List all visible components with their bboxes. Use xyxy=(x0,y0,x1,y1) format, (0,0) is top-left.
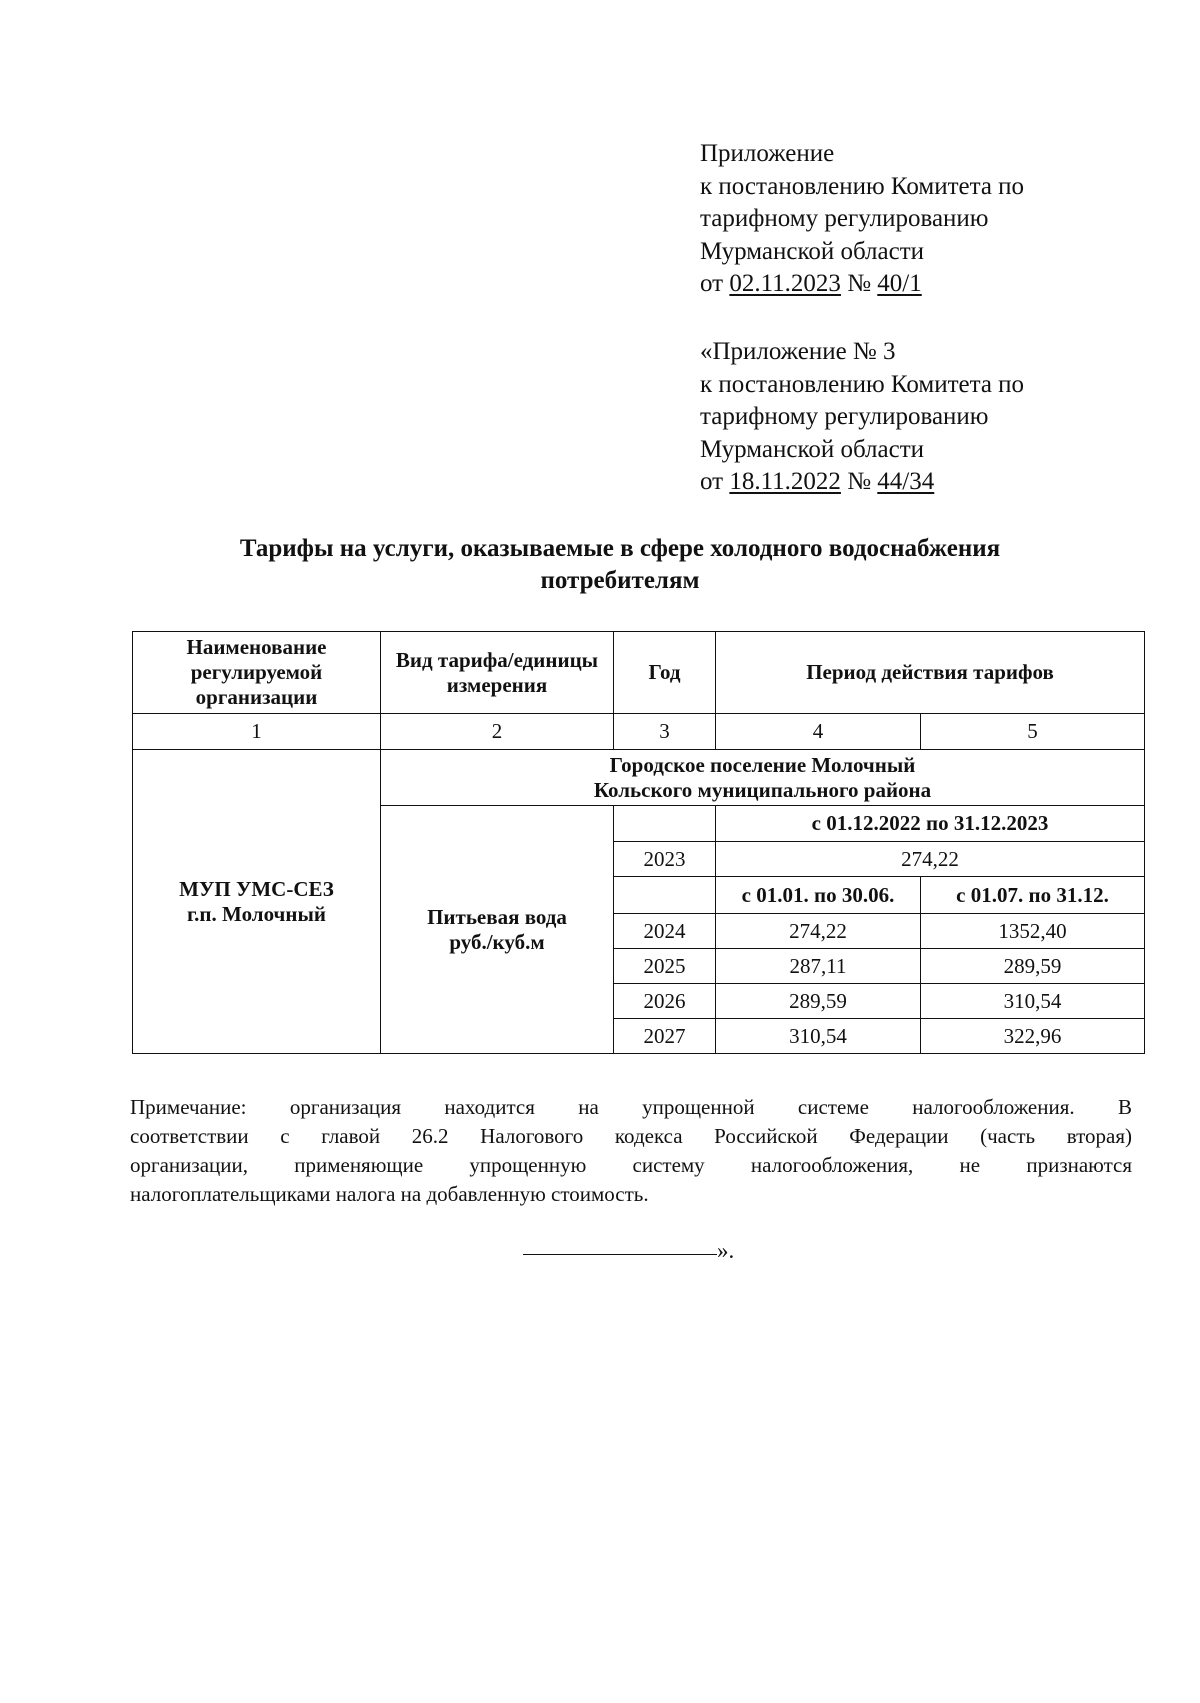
tariff-value-h2: 1352,40 xyxy=(921,914,1145,949)
header-year: Год xyxy=(614,632,716,714)
table-header-row xyxy=(133,632,1145,714)
resolution-date: 02.11.2023 xyxy=(729,270,841,297)
appendix-date-line xyxy=(700,268,1024,301)
tariff-type-cell xyxy=(381,806,614,1054)
column-number: 4 xyxy=(716,714,921,750)
tariff-value-h2: 310,54 xyxy=(921,984,1145,1019)
year-cell: 2024 xyxy=(614,914,716,949)
tariff-type-name: Питьевая вода xyxy=(427,904,567,929)
year-cell: 2026 xyxy=(614,984,716,1019)
tariff-unit: руб./куб.м xyxy=(449,929,545,954)
appendix-date-line xyxy=(700,466,1024,499)
half-year-1-label: с 01.01. по 30.06. xyxy=(716,877,921,914)
appendix-line: Мурманской области xyxy=(700,435,925,463)
half-year-2-label: с 01.07. по 31.12. xyxy=(921,877,1145,914)
date-prefix: от xyxy=(700,270,730,297)
closing-quote: ». xyxy=(717,1238,735,1263)
column-numbers-row xyxy=(133,714,1145,750)
number-prefix: № xyxy=(840,468,878,495)
period-2023: с 01.12.2022 по 31.12.2023 xyxy=(716,806,1145,842)
column-number: 5 xyxy=(921,714,1145,750)
note-line: соответствии с главой 26.2 Налогового кодекса Российской Федерации (часть вторая) xyxy=(130,1124,1132,1148)
appendix-line: «Приложение № 3 xyxy=(700,338,896,365)
tariff-table xyxy=(132,631,1145,1054)
note-line: организации, применяющие упрощенную систему налогообложения, не признаются xyxy=(130,1153,1132,1177)
tariff-value-h1: 287,11 xyxy=(716,949,921,984)
date-prefix: от xyxy=(700,468,730,495)
appendix-line: Мурманской области xyxy=(700,237,925,265)
tariff-value-2023: 274,22 xyxy=(716,842,1145,877)
tariff-value-h1: 310,54 xyxy=(716,1019,921,1054)
appendix-header-original xyxy=(700,336,1024,499)
closing-line xyxy=(523,1238,734,1264)
year-cell: 2025 xyxy=(614,949,716,984)
organization-cell xyxy=(133,750,381,1054)
resolution-number: 40/1 xyxy=(877,270,922,297)
column-number: 2 xyxy=(381,714,614,750)
note-line: налогоплательщиками налога на добавленную стоимость. xyxy=(130,1182,649,1206)
tariff-value-h1: 289,59 xyxy=(716,984,921,1019)
header-tariff-type: Вид тарифа/единицы измерения xyxy=(381,632,614,714)
column-number: 3 xyxy=(614,714,716,750)
year-cell: 2027 xyxy=(614,1019,716,1054)
year-cell-empty xyxy=(614,877,716,914)
resolution-date: 18.11.2022 xyxy=(729,468,841,495)
header-org: Наименование регулируемой организации xyxy=(133,632,381,714)
tax-note xyxy=(130,1093,1132,1209)
title-line: потребителям xyxy=(540,567,700,594)
settlement-district: Кольского муниципального района xyxy=(593,777,932,802)
settlement-row xyxy=(133,750,1145,806)
closing-rule xyxy=(523,1254,717,1255)
organization-locality: г.п. Молочный xyxy=(187,901,326,926)
settlement-name: Городское поселение Молочный xyxy=(609,752,916,777)
tariff-value-h2: 322,96 xyxy=(921,1019,1145,1054)
appendix-line: к постановлению Комитета по xyxy=(700,172,1025,200)
settlement-cell xyxy=(381,750,1145,806)
appendix-line: тарифному регулированию xyxy=(700,403,989,430)
year-cell-empty xyxy=(614,806,716,842)
resolution-number: 44/34 xyxy=(877,468,935,495)
tariff-value-h1: 274,22 xyxy=(716,914,921,949)
appendix-line: к постановлению Комитета по xyxy=(700,370,1025,398)
tariff-value-h2: 289,59 xyxy=(921,949,1145,984)
column-number: 1 xyxy=(133,714,381,750)
document-title xyxy=(120,533,1120,597)
number-prefix: № xyxy=(840,270,878,297)
appendix-line: тарифному регулированию xyxy=(700,205,989,232)
note-line: Примечание: организация находится на упрощенной системе налогообложения. В xyxy=(130,1095,1132,1119)
organization-name: МУП УМС-СЕЗ xyxy=(179,876,334,901)
title-line: Тарифы на услуги, оказываемые в сфере холодного водоснабжения xyxy=(239,535,1001,562)
appendix-header-current xyxy=(700,138,1024,301)
year-cell: 2023 xyxy=(614,842,716,877)
header-period: Период действия тарифов xyxy=(716,632,1145,714)
appendix-line: Приложение xyxy=(700,140,835,167)
